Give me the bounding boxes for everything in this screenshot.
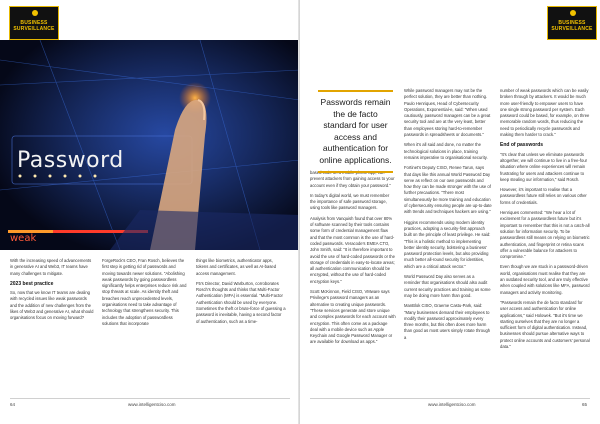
paragraph: "It's clear that unless we eliminate passwords altogether, we will continue to live in a free-four situation where online experiences will remain frustrating for users and attackers continue to keep stealing our information," said Rosch. (500, 151, 588, 182)
paragraph: Analysis from Vanquish found that over 80% of software scanned by their tools contains some form of credential management flaw and that the most common is the use of hard-coded passwords. Veracode's EMEA CTO, John Smith, said: "It is therefore important to avoid the use of hard-coded passwords or the storage of credentials in easy-to-locate areas; all authentication communication should be encrypted, without the use of hard-coded encryption keys." (310, 215, 395, 284)
footer-rule (10, 398, 290, 399)
hero-illustration (0, 40, 300, 250)
left-column-1 (10, 258, 94, 326)
paragraph: Higgins recommends using modern identity practices, adopting a security-first approach built on the principle of least privilege. He said: "This is a holistic method to implementing better identity security, bolstering a business' password protection levels, but also providing much better all-round security for identities, which are a critical attack vector." (404, 219, 491, 269)
paragraph: ForgeRock's CEO, Fran Rosch, believes the first step is getting rid of passwords and moving towards newer solutions. "Abolishing weak passwords by going passwordless significantly helps enterprises reduce risk and stop threats at scale. As identity theft and breaches reach unprecedented levels, organisations need to take advantage of technology that strengthens security. This includes the adoption of passwordless solutions that incorporate (102, 258, 187, 326)
paragraph: "Passwords remain the de facto standard for user access and authentication for online applications," said Holowek. "But it's time we starting ourselves that they are no longer a sufficient form of digital authentication. Instead, businesses should pursue alternative ways to protect online accounts and customers' personal data." (500, 299, 590, 349)
paragraph: Scott McKinnon, Field CISO, VMware says Privilege's password managers as an alternative to creating unique passwords. "These services generate and store unique and complex passwords for each account with encryption. This often come as a package deal with a mobile device such as Apple Keychain and Google Password Manager or are available for download as apps." (310, 289, 396, 345)
paragraph: things like biometrics, authenticator apps, tokens and certificates, as well as AI-based access management. (196, 258, 277, 276)
paragraph: Henriques commented: "We hear a lot of excitement for a passwordless future but it's important to remember that this is not a catch-all solution for information security. To be passwordless still means on relying on biometric authentication, and fingerprint or retina scans offer a vulnerable balance for attackers to compromise." (500, 210, 590, 260)
left-column-3 (196, 258, 286, 329)
paragraph: In today's digital world, we must remember the importance of safe password storage, using tools like password managers. (310, 192, 390, 211)
right-column-2 (404, 88, 492, 345)
footer-url: www.intelligentciso.com (428, 402, 476, 407)
paragraph: However, it's important to realise that a passwordless future still relies on various other forms of credentials. (500, 187, 587, 205)
hero-weak-label: weak (10, 233, 37, 244)
paragraph: With the increasing speed of advancements in generative AI and Web3, IT teams have many challenges to mitigate. (10, 258, 92, 276)
logo-eye-icon (32, 10, 38, 16)
paragraph: While password managers may not be the perfect solution, they are better than nothing. Paulo Henriques, Head of Cybersecurity Operations, Exponential-e, said: "When used cautiously, password managers can be a great security tool and are at the very least, better than employees storing hard-to-remember passwords in spreadsheets or documents." (404, 88, 491, 138)
logo-line-1: BUSINESS (20, 20, 48, 26)
footer-rule (310, 398, 590, 399)
paragraph: ManBlok CISO, Graeme Castu-Park, said: "Many businesses demand their employees to modify their password approximately every three months, but this often does more harm than good as most users simply rotate through a (404, 303, 491, 340)
hero-image (0, 40, 300, 250)
business-surveillance-logo (547, 6, 597, 40)
right-column-3 (500, 88, 590, 354)
page-number: 65 (582, 402, 588, 407)
paragraph: F5's Director, David Warburton, corroborates Rosch's thoughts and thinks that Multi-Factor Authentication (MFA) is essential. "Multi-Factor Authentication should be used by everyone. Sometimes the theft or brute-force of guessing a password is inevitable, having a second factor of authentication, such as a time- (196, 280, 286, 324)
paragraph: based code on a mobile phone app, can prevent attackers from gaining access to your account even if they obtain your password." (310, 170, 395, 188)
paragraph: When it's all said and done, no matter the technological solutions in place, training remains imperative to organisational security. (404, 142, 488, 160)
subheading: 2023 best practice (10, 280, 54, 287)
paragraph: Even though we are stuck in a password-driven world, organisations must realise that they are an outdated security tool, and are truly effective when coupled with solutions like MFA, password managers and activity monitoring. (500, 264, 590, 295)
pull-quote: Passwords remain the de facto standard for user access and authentication for online applications. (318, 90, 393, 173)
business-surveillance-logo (9, 6, 59, 40)
paragraph: So, now that we know IT teams are dealing with recycled issues like weak passwords and the addition of new challenges from the likes of Web3 and generative AI, what should organisations focus on moving forward? (10, 290, 94, 321)
logo-line-2: SURVEILLANCE (551, 26, 593, 32)
page-number: 64 (10, 402, 16, 407)
left-column-2 (102, 258, 188, 331)
paragraph: number of weak passwords which can be easily broken through by attackers. It would be much more user-friendly to empower users to have one single strong password per system. Each password could be based, for example, on three memorable random words, thus reducing the need to periodically recycle passwords and making them harder to crack." (500, 88, 590, 138)
footer-url: www.intelligentciso.com (128, 402, 176, 407)
hero-password-text: Password (17, 148, 124, 173)
paragraph: World Password Day also serves as a reminder that organisations should also audit current security practices and training as some may be doing more harm than good. (404, 274, 491, 298)
right-page (300, 0, 600, 424)
logo-line-2: SURVEILLANCE (13, 26, 55, 32)
logo-eye-icon (570, 10, 576, 16)
subheading: End of passwords (500, 142, 544, 149)
paragraph: Fortinet's Deputy CISO, Renee Tarun, says that days like this annual World Password Day serve as reflect on our own passwords and how they can be made stronger with the use of further precautions. "There most simultaneously be more training and education of cybersecurity ensuring people are up-to-date with trends and techniques hackers are using." (404, 165, 492, 215)
logo-line-1: BUSINESS (558, 20, 586, 26)
